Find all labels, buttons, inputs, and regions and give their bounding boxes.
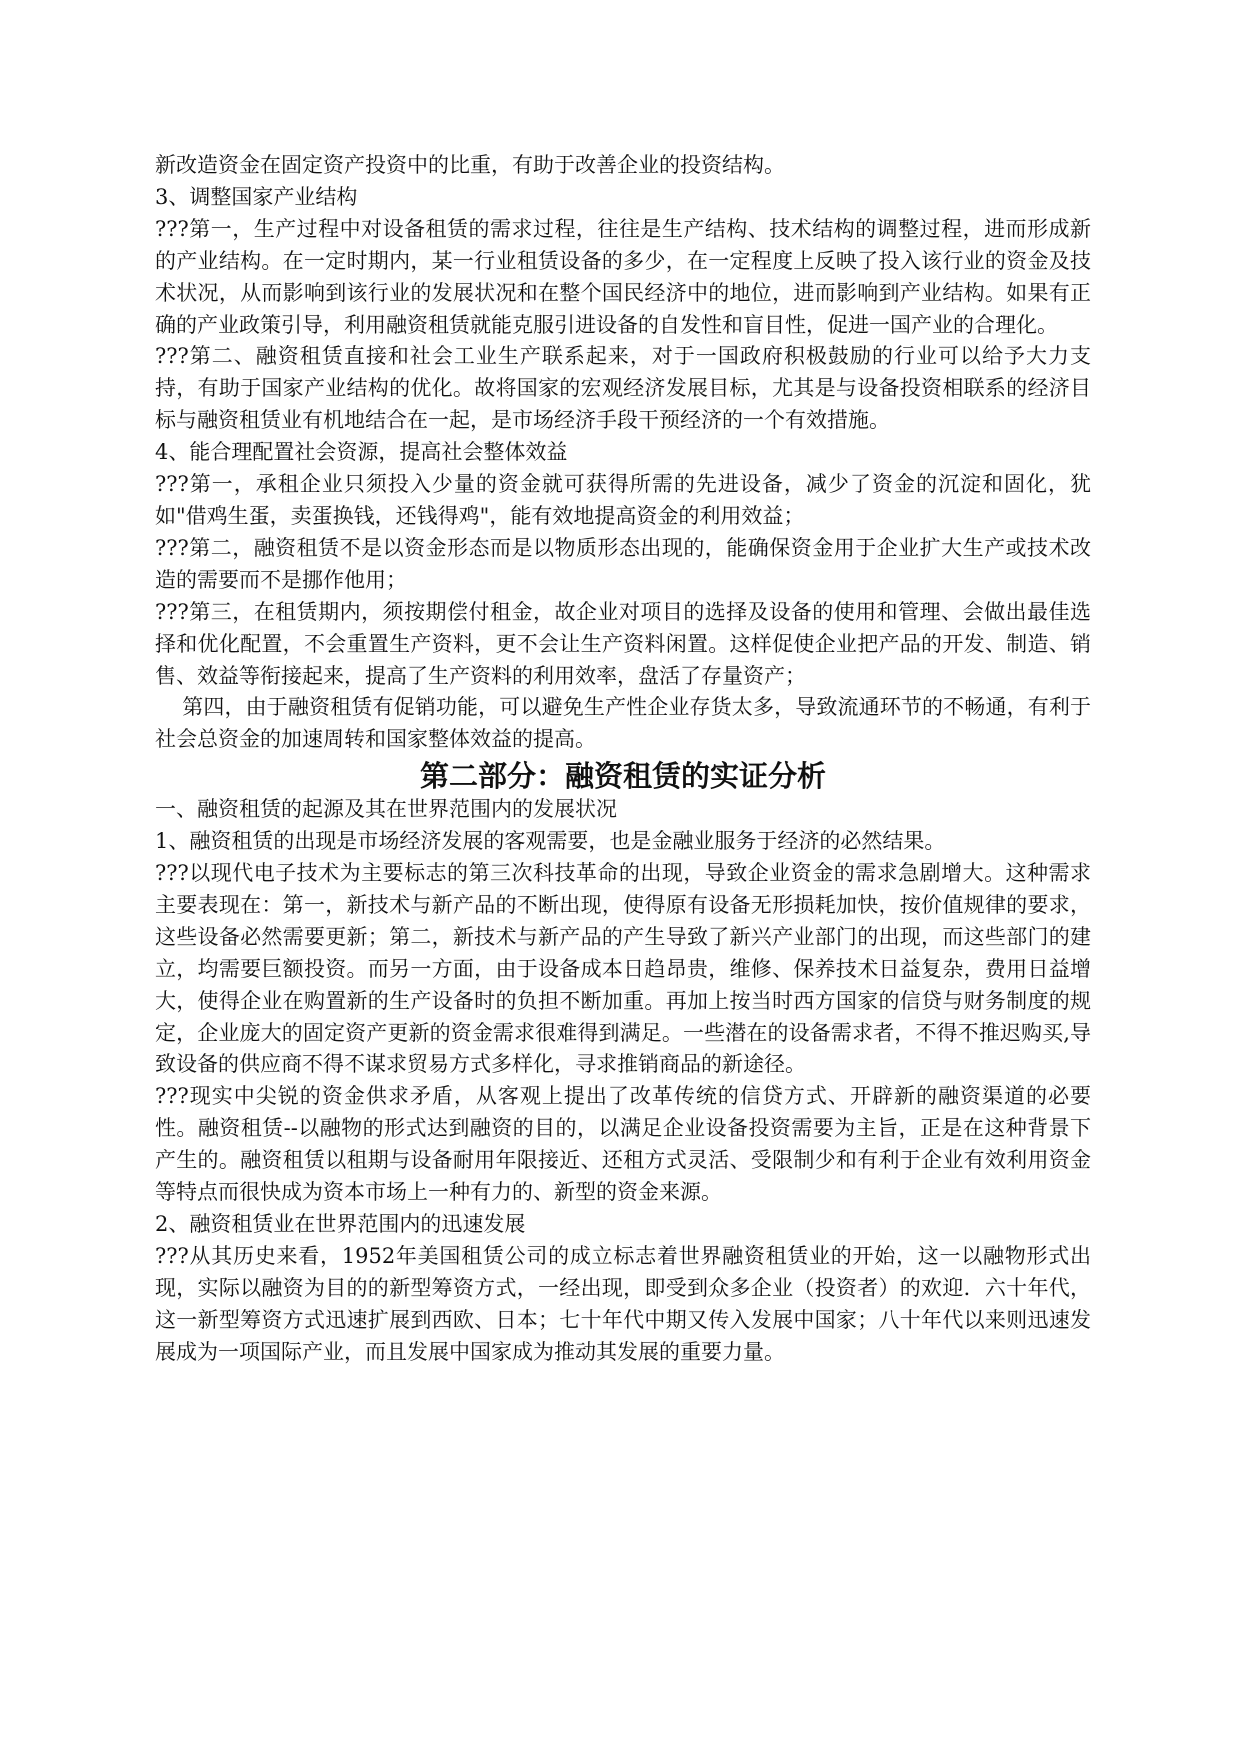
section-heading: 2、融资租赁业在世界范围内的迅速发展 [155, 1212, 526, 1236]
part-title: 第二部分：融资租赁的实证分析 [419, 759, 826, 794]
section-heading: 一、融资租赁的起源及其在世界范围内的发展状况 [155, 797, 617, 822]
paragraph: ???第三，在租赁期内，须按期偿付租金，故企业对项目的选择及设备的使用和管理、会做出最佳选择和优化配置，不会重置生产资料，更不会让生产资料闲置。这样促使企业把产品的开发、制造、销售、效益等衔接起来，提高了生产资料的利用效率，盘活了存量资产； [155, 599, 1091, 688]
paragraph: ???以现代电子技术为主要标志的第三次科技革命的出现，导致企业资金的需求急剧增大。这种需求主要表现在：第一，新技术与新产品的不断出现，使得原有设备无形损耗加快，按价值规律的要求，这些设备必然需要更新；第二，新技术与新产品的产生导致了新兴产业部门的出现，而这些部门的建立，均需要巨额投资。而另一方面，由于设备成本日趋昂贵，维修、保养技术日益复杂，费用日益增大，使得企业在购置新的生产设备时的负担不断加重。再加上按当时西方国家的信贷与财务制度的规定，企业庞大的固定资产更新的资金需求很难得到满足。一些潜在的设备需求者，不得不推迟购买,导致设备的供应商不得不谋求贸易方式多样化，寻求推销商品的新途径。 [155, 861, 1091, 1077]
paragraph: ???第二、融资租赁直接和社会工业生产联系起来，对于一国政府积极鼓励的行业可以给予大力支持，有助于国家产业结构的优化。故将国家的宏观经济发展目标，尤其是与设备投资相联系的经济目标与融资租赁业有机地结合在一起，是市场经济手段干预经济的一个有效措施。 [155, 344, 1091, 433]
paragraph: ???现实中尖锐的资金供求矛盾，从客观上提出了改革传统的信贷方式、开辟新的融资渠道的必要性。融资租赁--以融物的形式达到融资的目的，以满足企业设备投资需要为主旨，正是在这种背景下产生的。融资租赁以租期与设备耐用年限接近、还租方式灵活、受限制少和有利于企业有效利用资金等特点而很快成为资本市场上一种有力的、新型的资金来源。 [155, 1084, 1091, 1205]
paragraph: 第四，由于融资租赁有促销功能，可以避免生产性企业存货太多，导致流通环节的不畅通，有利于社会总资金的加速周转和国家整体效益的提高。 [155, 695, 1091, 752]
paragraph: 1、融资租赁的出现是市场经济发展的客观需要，也是金融业服务于经济的必然结果。 [155, 829, 946, 854]
section-heading: 3、调整国家产业结构 [155, 184, 358, 209]
document-page [155, 150, 1091, 1369]
paragraph: ???第二，融资租赁不是以资金形态而是以物质形态出现的，能确保资金用于企业扩大生产或技术改造的需要而不是挪作他用； [155, 535, 1091, 592]
paragraph: ???从其历史来看，1952年美国租赁公司的成立标志着世界融资租赁业的开始，这一以融物形式出现，实际以融资为目的的新型筹资方式，一经出现，即受到众多企业（投资者）的欢迎．六十年代，这一新型筹资方式迅速扩展到西欧、日本；七十年代中期又传入发展中国家；八十年代以来则迅速发展成为一项国际产业，而且发展中国家成为推动其发展的重要力量。 [155, 1243, 1091, 1364]
paragraph: ???第一，承租企业只须投入少量的资金就可获得所需的先进设备，减少了资金的沉淀和固化，犹如"借鸡生蛋，卖蛋换钱，还钱得鸡"，能有效地提高资金的利用效益； [155, 472, 1091, 528]
section-heading: 4、能合理配置社会资源，提高社会整体效益 [155, 440, 568, 465]
paragraph: 新改造资金在固定资产投资中的比重，有助于改善企业的投资结构。 [155, 153, 785, 177]
paragraph: ???第一，生产过程中对设备租赁的需求过程，往往是生产结构、技术结构的调整过程，进而形成新的产业结构。在一定时期内，某一行业租赁设备的多少，在一定程度上反映了投入该行业的资金及技术状况，从而影响到该行业的发展状况和在整个国民经济中的地位，进而影响到产业结构。如果有正确的产业政策引导，利用融资租赁就能克服引进设备的自发性和盲目性，促进一国产业的合理化。 [155, 216, 1091, 337]
